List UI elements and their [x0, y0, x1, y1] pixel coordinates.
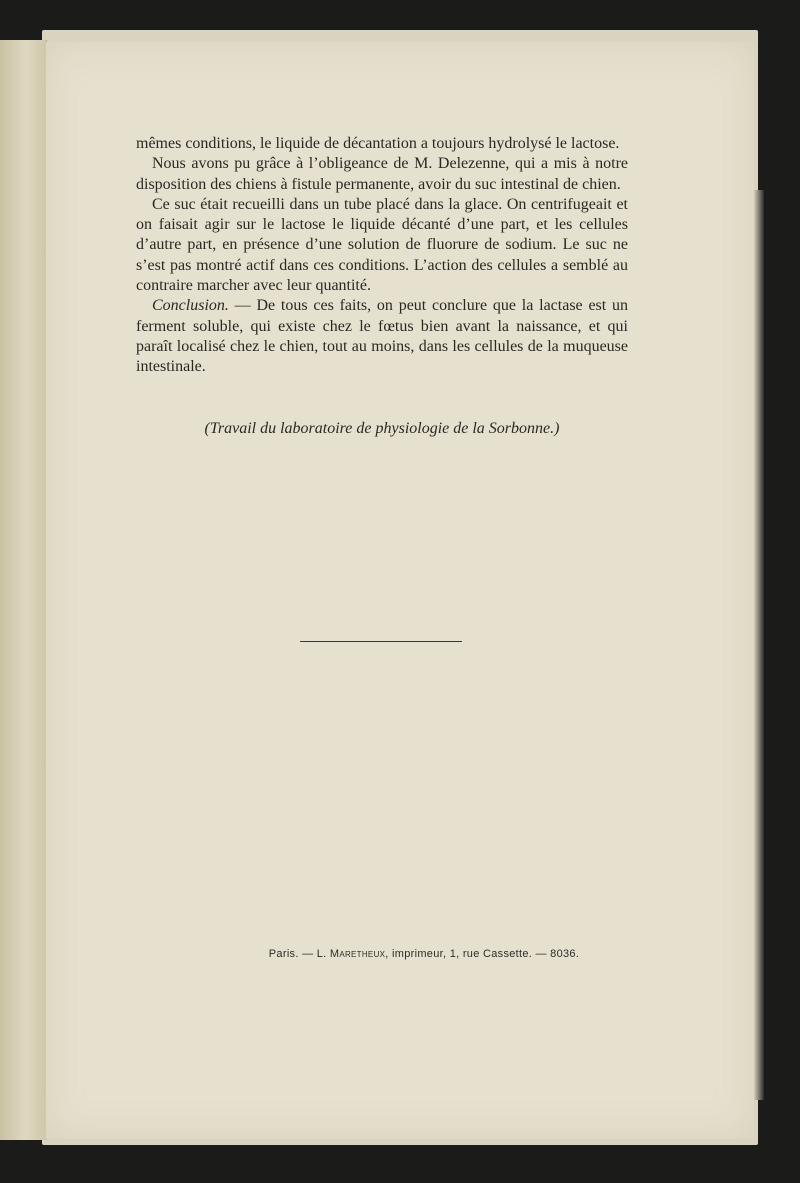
imprint-after: , imprimeur, 1, rue Cassette. — 8036.	[385, 948, 580, 960]
conclusion-lead: Conclusion.	[152, 297, 229, 315]
paragraph-4	[136, 296, 628, 377]
book-spine	[0, 40, 47, 1140]
body-text	[136, 134, 628, 378]
lab-attribution: (Travail du laboratoire de physiologie de la Sorbonne.)	[204, 420, 560, 437]
paragraph-2: Nous avons pu grâce à l’obligeance de M. Delezenne, qui a mis à notre disposition des chiens à fistule permanente, avoir du suc intestinal de chien.	[136, 155, 628, 193]
separator-rule	[300, 641, 462, 642]
paragraph-1: mêmes conditions, le liquide de décantation a toujours hydrolysé le lactose.	[136, 135, 620, 152]
printer-imprint	[136, 948, 712, 960]
page	[46, 42, 754, 1139]
imprint-before: Paris. — L.	[268, 948, 330, 960]
imprint-printer-name: Maretheux	[329, 948, 386, 960]
conclusion-text: — De tous ces faits, on peut conclure que la lactase est un ferment soluble, qui existe chez le fœtus bien avant la naissance, et qui paraît localisé chez le chien, tout au moins, dans les cellules de la muqueuse intestinale.	[136, 297, 628, 376]
paragraph-3: Ce suc était recueilli dans un tube placé dans la glace. On centrifugeait et on faisait agir sur le lactose le liquide décanté d’une part, et les cellules d’autre part, en présence d’une solution de fluorure de sodium. Le suc ne s’est pas montré actif dans ces conditions. L’action des cellules a semblé au contraire marcher avec leur quantité.	[136, 195, 628, 295]
